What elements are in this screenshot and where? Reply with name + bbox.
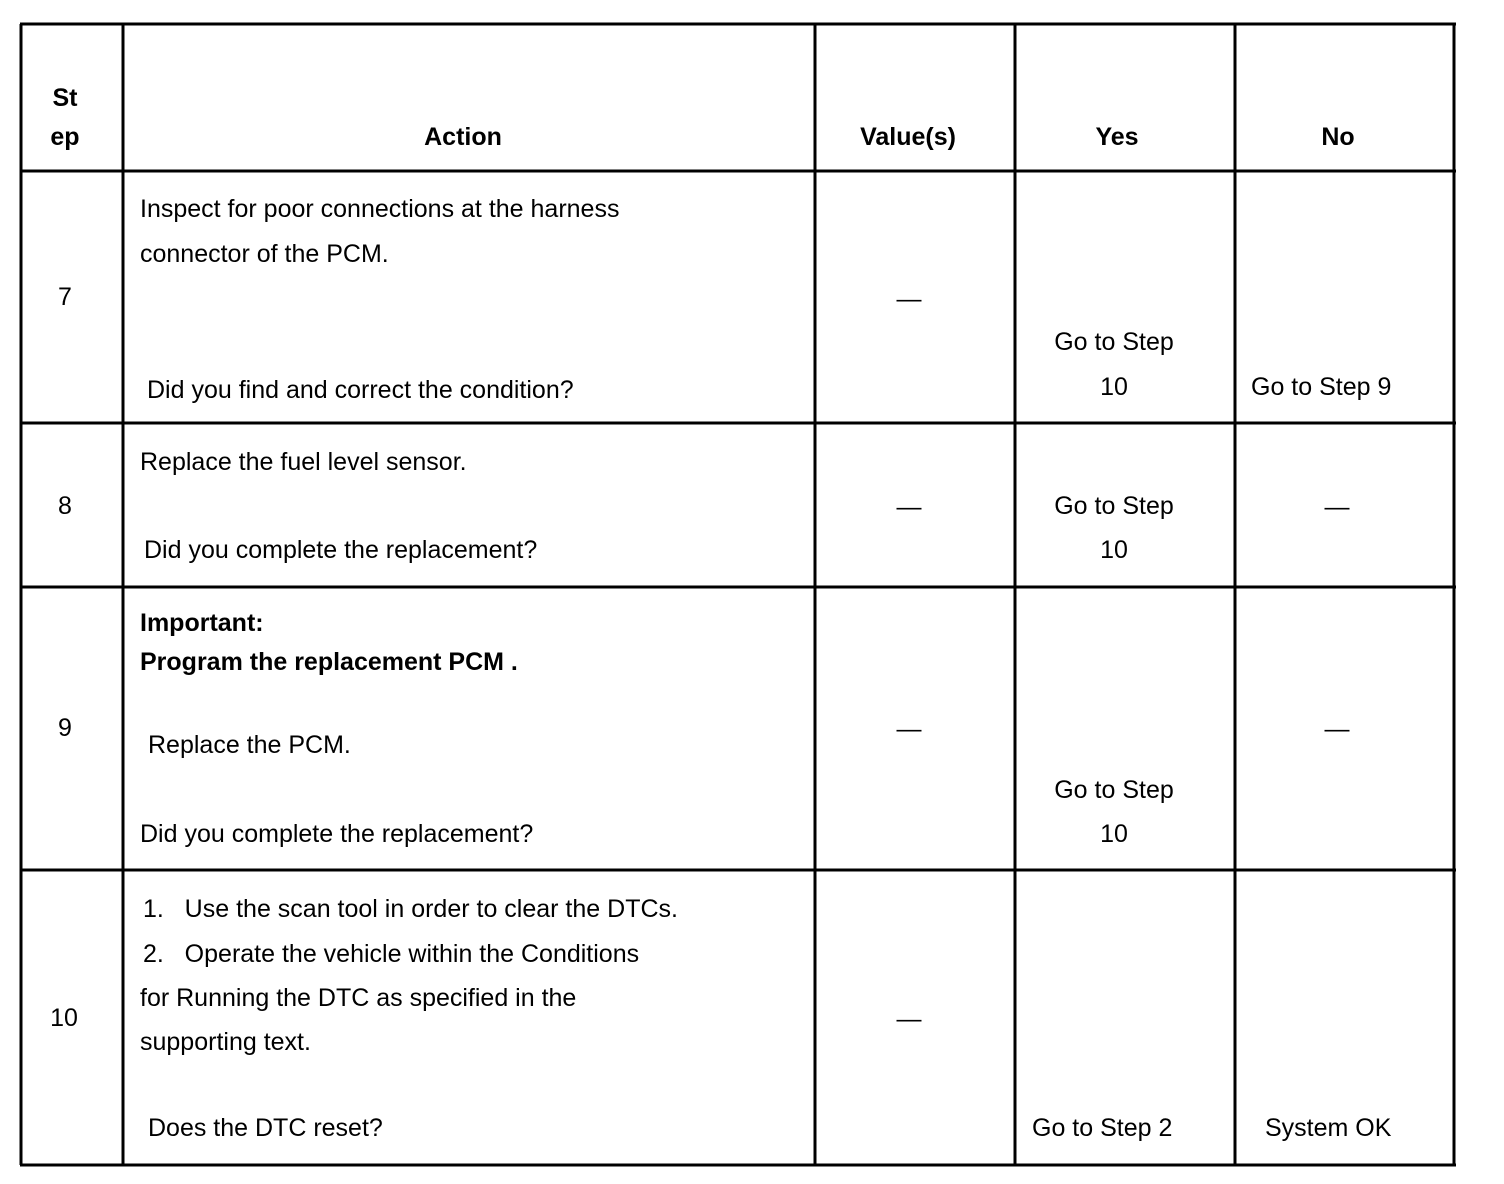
row-9-important-label: Important:	[140, 609, 264, 637]
row-8-step: 8	[58, 492, 72, 520]
row-10-action-line2: 2. Operate the vehicle within the Conditions	[143, 940, 640, 968]
row-7-action-line2: connector of the PCM.	[140, 240, 389, 268]
row-7-yes-line2: 10	[1100, 373, 1128, 401]
row-9-action-line1: Replace the PCM.	[148, 731, 351, 759]
row-9-important-text: Program the replacement PCM .	[140, 648, 518, 676]
header-action: Action	[424, 123, 502, 151]
row-9-value: —	[896, 715, 922, 743]
row-8-question: Did you complete the replacement?	[144, 536, 538, 564]
row-10-question: Does the DTC reset?	[148, 1114, 383, 1142]
header-yes: Yes	[1095, 123, 1139, 151]
row-10-action-line1: 1. Use the scan tool in order to clear the DTCs.	[143, 895, 678, 923]
header-step-line2: ep	[50, 123, 80, 151]
row-9-yes-line2: 10	[1100, 820, 1128, 848]
row-9-question: Did you complete the replacement?	[140, 820, 534, 848]
row-7-value: —	[896, 285, 922, 313]
row-7-action-line1: Inspect for poor connections at the harness	[140, 195, 620, 223]
row-7-no: Go to Step 9	[1251, 373, 1392, 401]
row-7-yes-line1: Go to Step	[1054, 328, 1174, 356]
row-10-step: 10	[50, 1004, 78, 1032]
header-values: Value(s)	[860, 123, 956, 151]
row-9-yes-line1: Go to Step	[1054, 776, 1174, 804]
row-8-yes-line2: 10	[1100, 536, 1128, 564]
row-9-no: —	[1324, 715, 1350, 743]
row-8-yes-line1: Go to Step	[1054, 492, 1174, 520]
row-8-action-line1: Replace the fuel level sensor.	[140, 448, 467, 476]
row-7-step: 7	[58, 283, 72, 311]
row-7-question: Did you find and correct the condition?	[147, 376, 574, 404]
row-8-value: —	[896, 493, 922, 521]
row-8-no: —	[1324, 493, 1350, 521]
row-10-action-line4: supporting text.	[140, 1028, 311, 1056]
row-10-value: —	[896, 1005, 922, 1033]
row-10-action-line3: for Running the DTC as specified in the	[140, 984, 577, 1012]
header-step-line1: St	[52, 84, 78, 112]
header-no: No	[1321, 123, 1355, 151]
row-10-no: System OK	[1265, 1114, 1392, 1142]
row-9-step: 9	[58, 714, 72, 742]
row-10-yes: Go to Step 2	[1032, 1114, 1173, 1142]
